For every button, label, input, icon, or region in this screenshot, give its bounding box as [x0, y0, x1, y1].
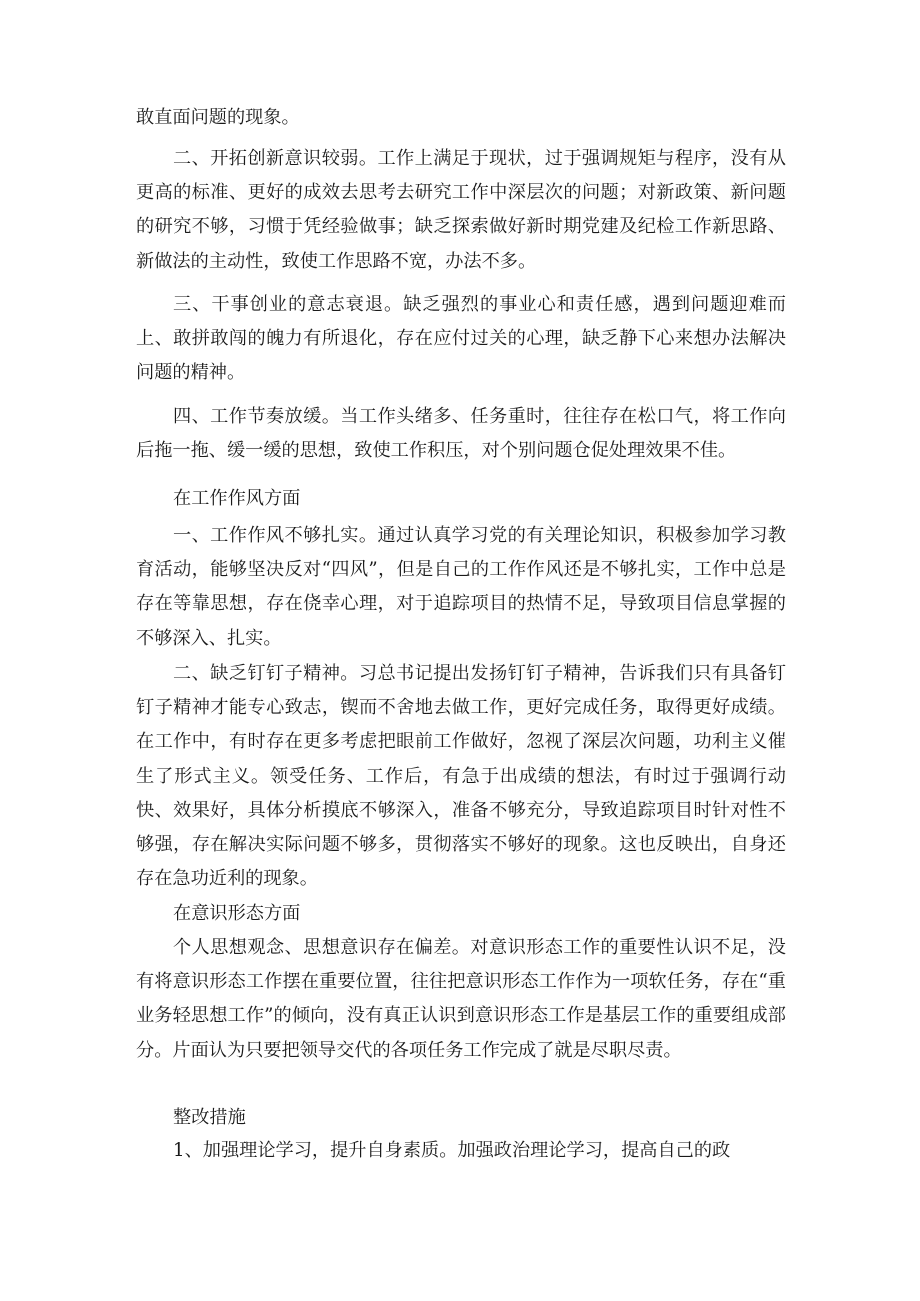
section-heading-ideology: 在意识形态方面 — [173, 903, 301, 924]
paragraph-ideology: 个人思想观念、思想意识存在偏差。对意识形态工作的重要性认识不足，没有将意识形态工作摆在重要位置，往往把意识形态工作作为一项软任务，存在“重业务轻思想工作”的倾向，没有真正认识到意识形态工作是基层工作的重要组成部分。片面认为只要把领导交代的各项任务工作完成了就是尽职尽责。 — [136, 937, 786, 1061]
paragraph-continuation: 敢直面问题的现象。 — [136, 107, 300, 128]
paragraph-innovation: 二、开拓创新意识较弱。工作上满足于现状，过于强调规矩与程序，没有从更高的标准、更好的成效去思考去研究工作中深层次的问题；对新政策、新问题的研究不够，习惯于凭经验做事；缺乏探索做好新时期党建及纪检工作新思路、新做法的主动性，致使工作思路不宽，办法不多。 — [136, 148, 786, 272]
paragraph-pace: 四、工作节奏放缓。当工作头绪多、任务重时，往往存在松口气，将工作向后拖一拖、缓一缓的思想，致使工作积压，对个别问题仓促处理效果不佳。 — [136, 406, 786, 462]
section-heading-work-style: 在工作作风方面 — [173, 488, 301, 509]
paragraph-nail-spirit: 二、缺乏钉钉子精神。习总书记提出发扬钉钉子精神，告诉我们只有具备钉钉子精神才能专心致志，锲而不舍地去做工作，更好完成任务，取得更好成绩。在工作中，有时存在更多考虑把眼前工作做好，忽视了深层次问题，功利主义催生了形式主义。领受任务、工作后，有急于出成绩的想法，有时过于强调行动快、效果好，具体分析摸底不够深入，准备不够充分，导致追踪项目时针对性不够强，存在解决实际问题不够多，贯彻落实不够好的现象。这也反映出，自身还存在急功近利的现象。 — [136, 663, 786, 890]
section-heading-rectification: 整改措施 — [173, 1107, 246, 1128]
paragraph-willpower: 三、干事创业的意志衰退。缺乏强烈的事业心和责任感，遇到问题迎难而上、敢拼敢闯的魄力有所退化，存在应付过关的心理，缺乏静下心来想办法解决问题的精神。 — [136, 294, 786, 384]
paragraph-measure-1: 1、加强理论学习，提升自身素质。加强政治理论学习，提高自己的政 — [173, 1140, 731, 1161]
paragraph-work-style: 一、工作作风不够扎实。通过认真学习党的有关理论知识，积极参加学习教育活动，能够坚决反对“四风”，但是自己的工作作风还是不够扎实，工作中总是存在等靠思想，存在侥幸心理，对于追踪项目的热情不足，导致项目信息掌握的不够深入、扎实。 — [136, 525, 786, 649]
